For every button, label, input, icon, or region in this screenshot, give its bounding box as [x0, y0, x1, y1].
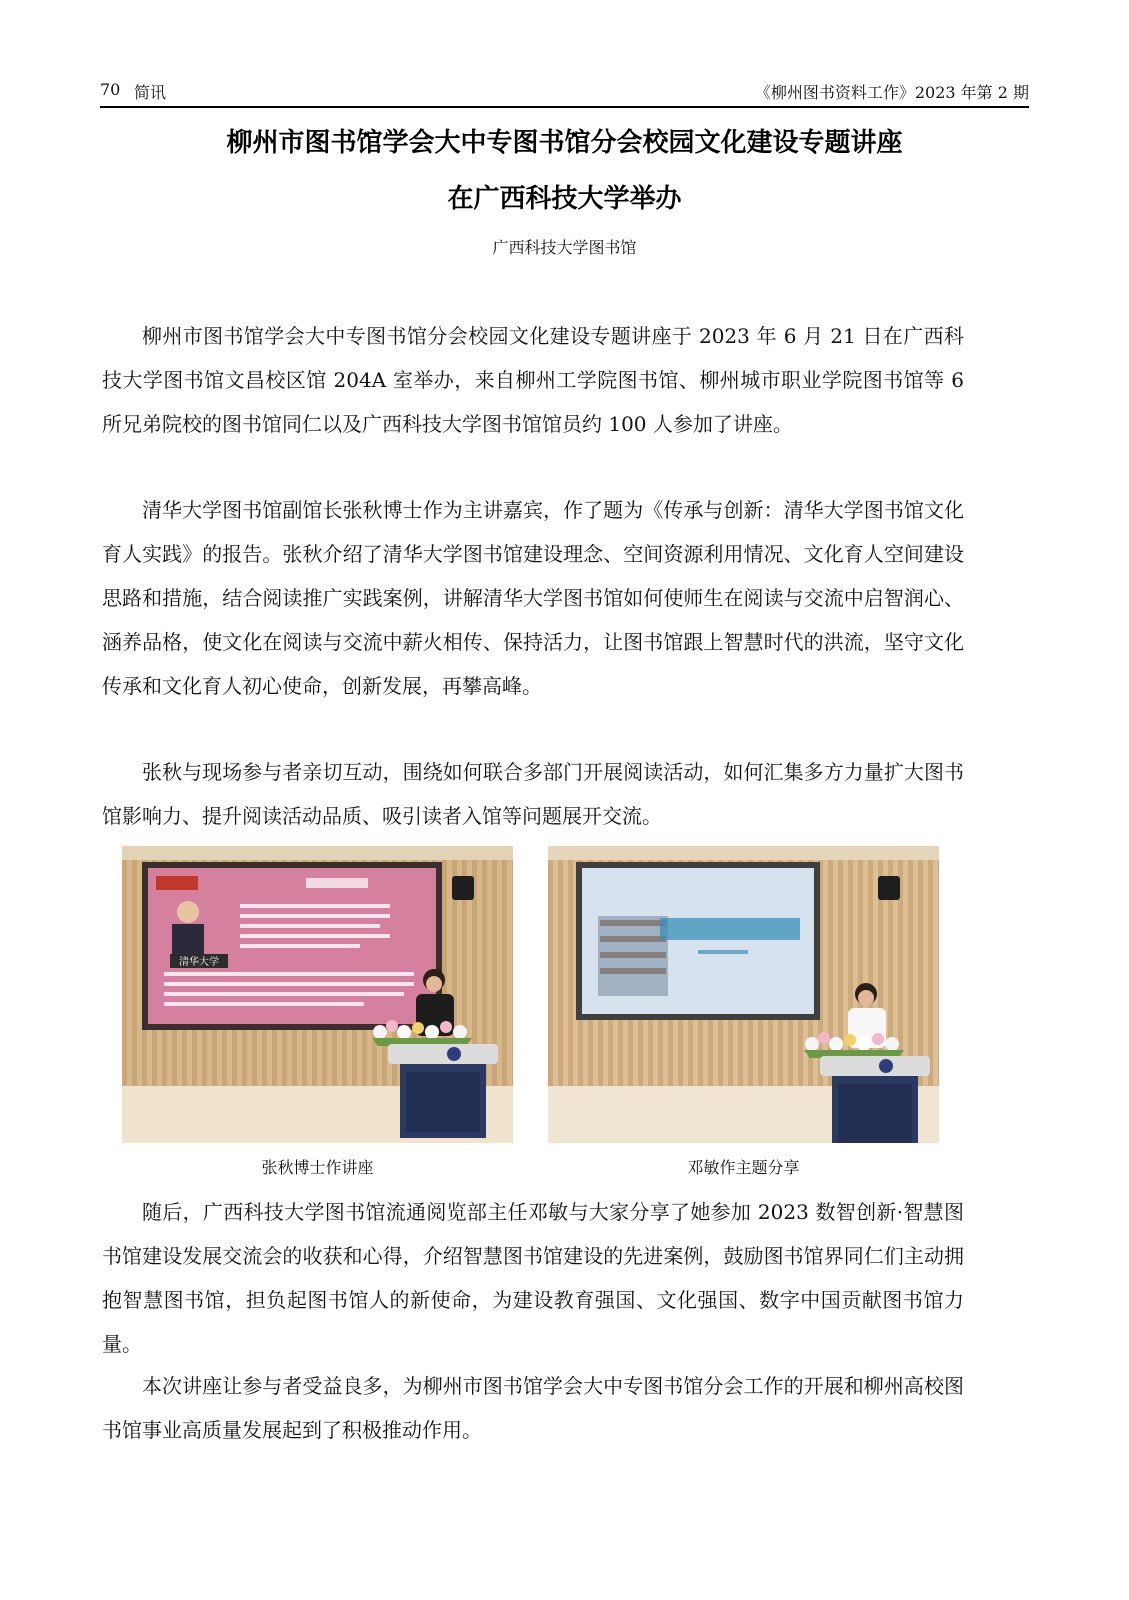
paragraph-5: 本次讲座让参与者受益良多，为柳州市图书馆学会大中专图书馆分会工作的开展和柳州高校图书馆事业高质量发展起到了积极推动作用。 [102, 1374, 964, 1442]
photo-sharing [548, 846, 939, 1143]
photo-caption-lecture: 张秋博士作讲座 [261, 1158, 374, 1177]
paragraph-3: 张秋与现场参与者亲切互动，围绕如何联合多部门开展阅读活动，如何汇集多方力量扩大图书馆影响力、提升阅读活动品质、吸引读者入馆等问题展开交流。 [102, 760, 964, 828]
section-name: 简讯 [134, 83, 167, 102]
journal-issue: 《柳州图书资料工作》2023 年第 2 期 [754, 83, 1029, 102]
paragraph-4: 随后，广西科技大学图书馆流通阅览部主任邓敏与大家分享了她参加 2023 数智创新·智慧图书馆建设发展交流会的收获和心得，介绍智慧图书馆建设的先进案例，鼓励图书馆界同仁们主动拥抱智慧图书馆，担负起图书馆人的新使命，为建设教育强国、文化强国、数字中国贡献图书馆力量。 [102, 1200, 964, 1356]
paragraph-2: 清华大学图书馆副馆长张秋博士作为主讲嘉宾，作了题为《传承与创新：清华大学图书馆文化育人实践》的报告。张秋介绍了清华大学图书馆建设理念、空间资源利用情况、文化育人空间建设思路和措施，结合阅读推广实践案例，讲解清华大学图书馆如何使师生在阅读与交流中启智润心、涵养品格，使文化在阅读与交流中薪火相传、保持活力，让图书馆跟上智慧时代的洪流，坚守文化传承和文化育人初心使命，创新发展，再攀高峰。 [102, 498, 964, 698]
article-author: 广西科技大学图书馆 [492, 238, 637, 257]
photo-sharing-image [548, 846, 939, 1143]
article-title-line-1: 柳州市图书馆学会大中专图书馆分会校园文化建设专题讲座 [226, 128, 903, 158]
article-title-line-2: 在广西科技大学举办 [447, 184, 682, 214]
photo-lecture [122, 846, 513, 1143]
photo-caption-sharing: 邓敏作主题分享 [687, 1158, 800, 1177]
paragraph-1: 柳州市图书馆学会大中专图书馆分会校园文化建设专题讲座于 2023 年 6 月 21 日在广西科技大学图书馆文昌校区馆 204A 室举办，来自柳州工学院图书馆、柳州城市职业学院图书馆等 6 所兄弟院校的图书馆同仁以及广西科技大学图书馆馆员约 100 人参加了讲座。 [102, 324, 964, 436]
page-number: 70 [100, 80, 121, 99]
photo-lecture-image [122, 846, 513, 1143]
running-header [100, 78, 1029, 108]
slide-logo-text: 清华大学 [179, 957, 219, 968]
